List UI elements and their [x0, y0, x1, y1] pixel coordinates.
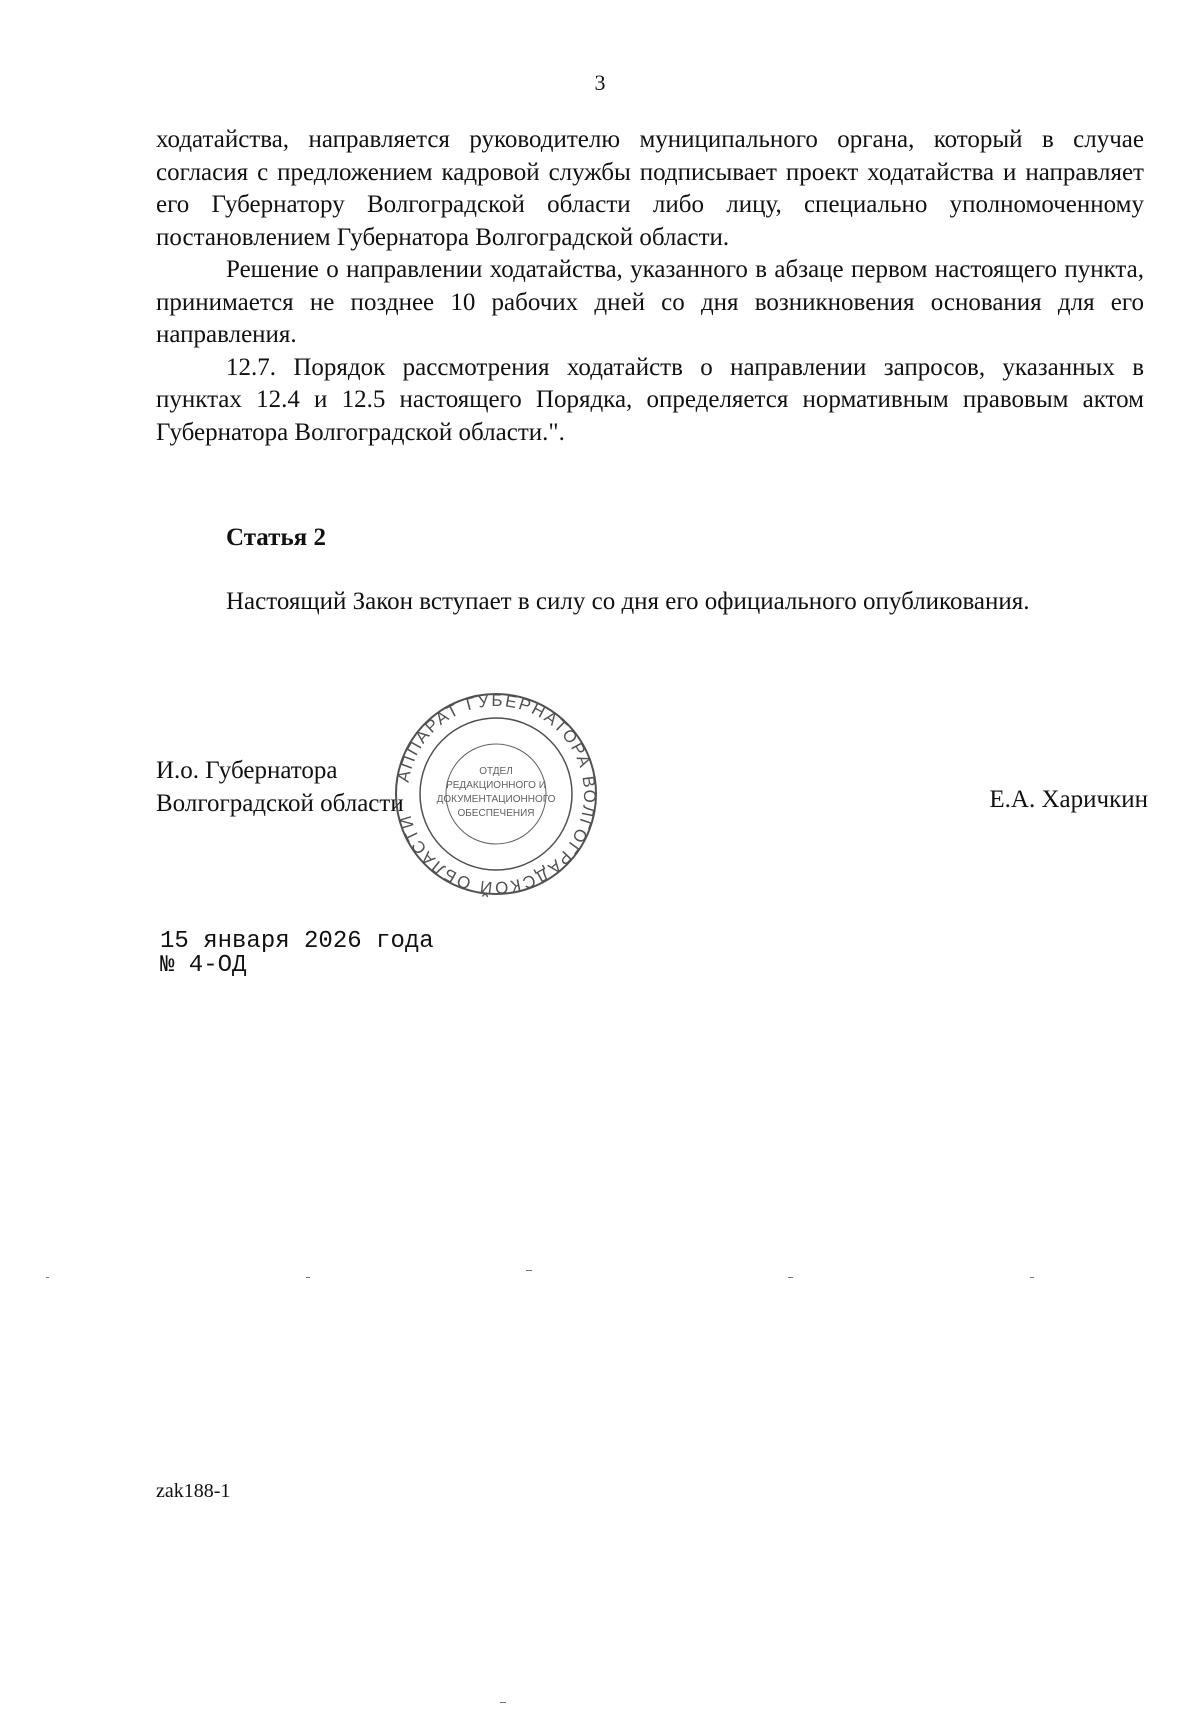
article-text: Настоящий Закон вступает в силу со дня его официального опубликования. [226, 588, 1030, 615]
paragraph-12-7: 12.7. Порядок рассмотрения ходатайств о направлении запросов, указанных в пунктах 12.4 и 12.5 настоящего Порядка, определяется нормативным правовым актом Губернатора Волгоградской области.". [156, 353, 1144, 446]
signature-title-line1: И.о. Губернатора [156, 757, 338, 784]
scan-speck [46, 1277, 49, 1278]
seal-inner-line-1: ОТДЕЛ [479, 766, 513, 777]
seal-inner-line-3: ДОКУМЕНТАЦИОННОГО [436, 794, 556, 805]
signatory-name: Е.А. Харичкин [989, 786, 1148, 813]
scan-speck [526, 1270, 532, 1271]
scan-speck [306, 1277, 310, 1278]
document-code: zak188-1 [156, 1480, 231, 1502]
signature-title-line2: Волгоградской области [156, 790, 404, 817]
date-block [160, 930, 434, 978]
paragraph-continuation: ходатайства, направляется руководителю муниципального органа, который в случае согласия с предложением кадровой службы подписывает проект ходатайства и направляет его Губернатору Волгоградской области либо лицу, специально уполномоченному постановлением Губернатора Волгоградской области. [156, 126, 1144, 251]
signature-title [156, 754, 404, 820]
scan-speck [1030, 1277, 1034, 1278]
official-seal-stamp [376, 690, 616, 898]
scan-speck [500, 1702, 506, 1703]
page-number: 3 [594, 70, 606, 95]
article-heading: Статья 2 [226, 524, 326, 551]
date-line: 15 января 2026 года [160, 928, 434, 955]
body-text [156, 124, 1144, 449]
seal-outer-text: АППАРАТ ГУБЕРНАТОРА ВОЛГОГРАДСКОЙ ОБЛАСТИ [393, 690, 600, 898]
seal-inner-line-2: РЕДАКЦИОННОГО И [446, 780, 546, 791]
seal-inner-line-4: ОБЕСПЕЧЕНИЯ [457, 808, 535, 819]
scan-speck [788, 1277, 793, 1278]
number-line: № 4-ОД [160, 952, 247, 979]
paragraph-decision: Решение о направлении ходатайства, указанного в абзаце первом настоящего пункта, принимается не позднее 10 рабочих дней со дня возникновения основания для его направления. [156, 256, 1144, 348]
